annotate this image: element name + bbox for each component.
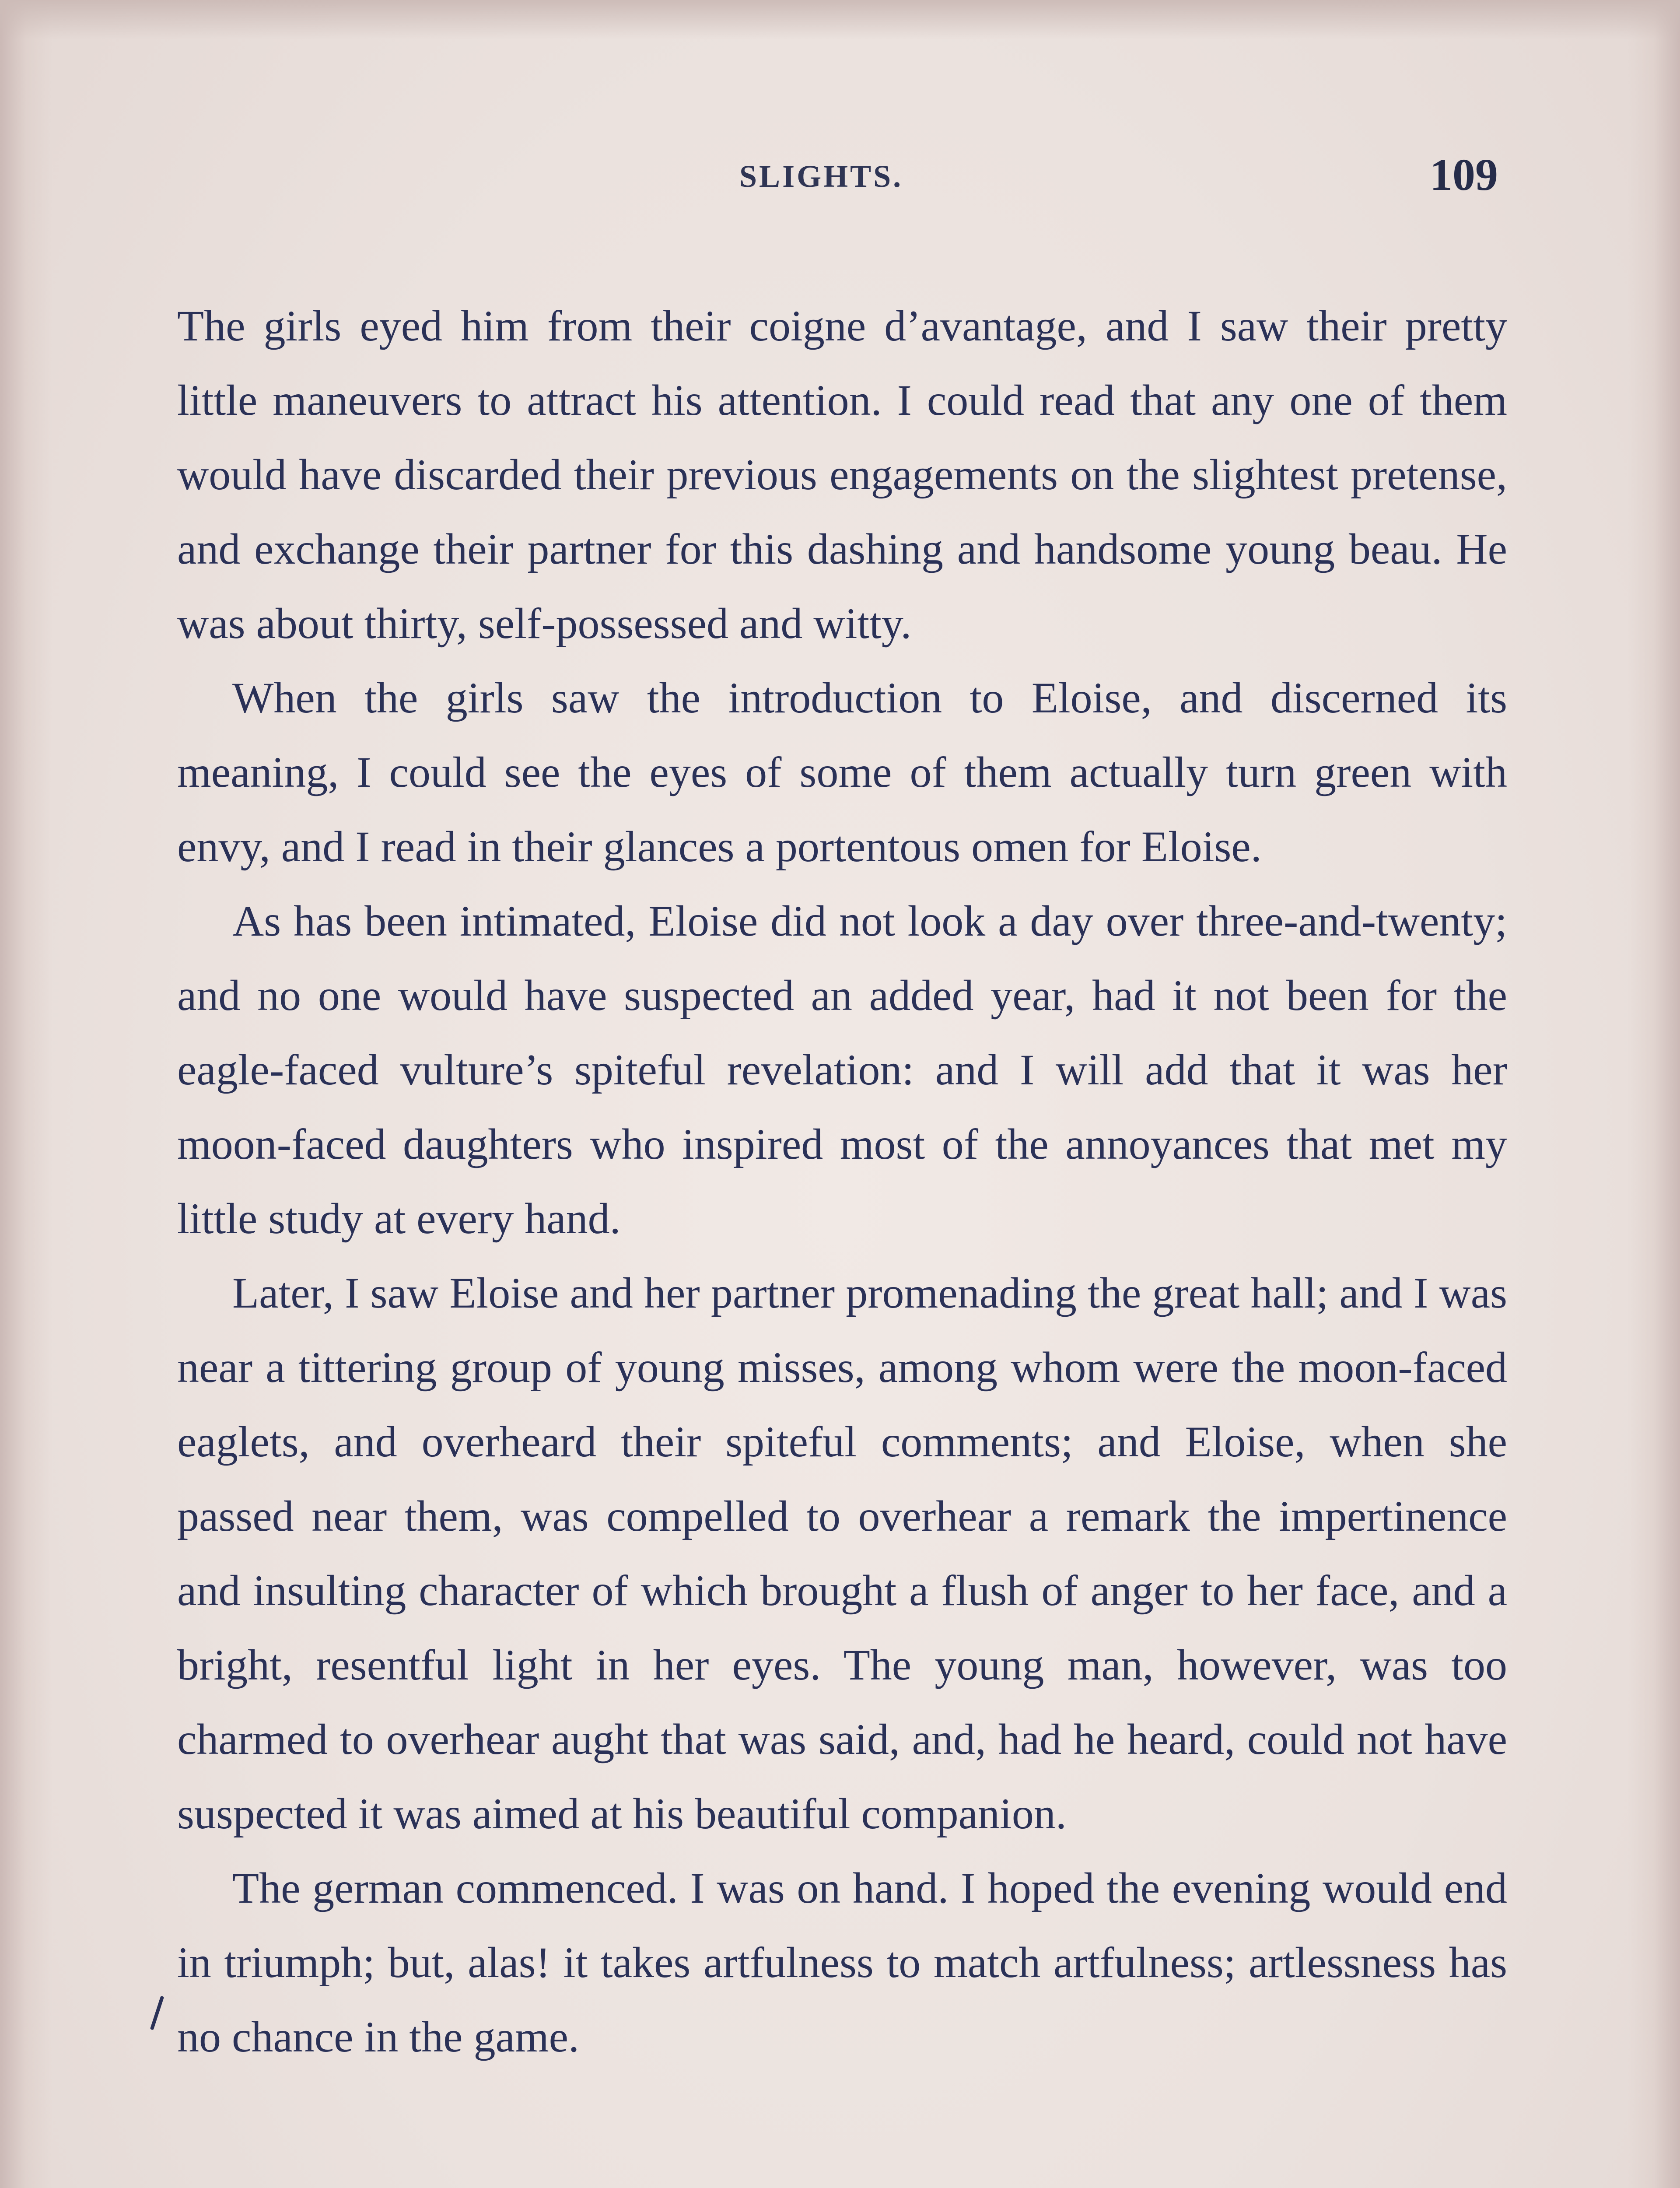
paragraph: The girls eyed him from their coigne d’avantage, and I saw their pretty little maneuvers to attract his attention. I could read that any one of them would have discarded their previous engagements on the slightest pretense, and exchange their partner for this dashing and handsome young beau. He was about thirty, self-possessed and witty.: [177, 302, 1507, 648]
page-edge-shadow-top: [0, 0, 1680, 39]
page-edge-shadow-left: [0, 0, 52, 2188]
paragraph: Later, I saw Eloise and her partner promenading the great hall; and I was near a tittering group of young misses, among whom were the moon-faced eaglets, and overheard their spiteful comments; and Eloise, when she passed near them, was compelled to overhear a remark the impertinence and insulting character of which brought a flush of anger to her face, and a bright, resentful light in her eyes. The young man, however, was too charmed to overhear aught that was said, and, had he heard, could not have suspected it was aimed at his beautiful companion.: [177, 1269, 1507, 1838]
pencil-margin-mark: [150, 1996, 164, 2030]
page-number: 109: [1430, 150, 1498, 200]
paragraph: As has been intimated, Eloise did not look a day over three-and-twenty; and no one would have suspected an added year, had it not been for the eagle-faced vulture’s spiteful revelation: and I will add that it was her moon-faced daughters who inspired most of the annoyances that met my little study at every hand.: [177, 897, 1507, 1243]
paragraph: When the girls saw the introduction to Eloise, and discerned its meaning, I could see the eyes of some of them actually turn green with envy, and I read in their glances a portentous omen for Eloise.: [177, 673, 1507, 871]
running-head-title: SLIGHTS.: [739, 159, 903, 194]
page-body-text: [177, 289, 1507, 2074]
page-edge-shadow-right: [1628, 0, 1680, 2188]
paragraph: The german commenced. I was on hand. I hoped the evening would end in triumph; but, alas! it takes artfulness to match artfulness; artlessness has no chance in the game.: [177, 1864, 1507, 2061]
